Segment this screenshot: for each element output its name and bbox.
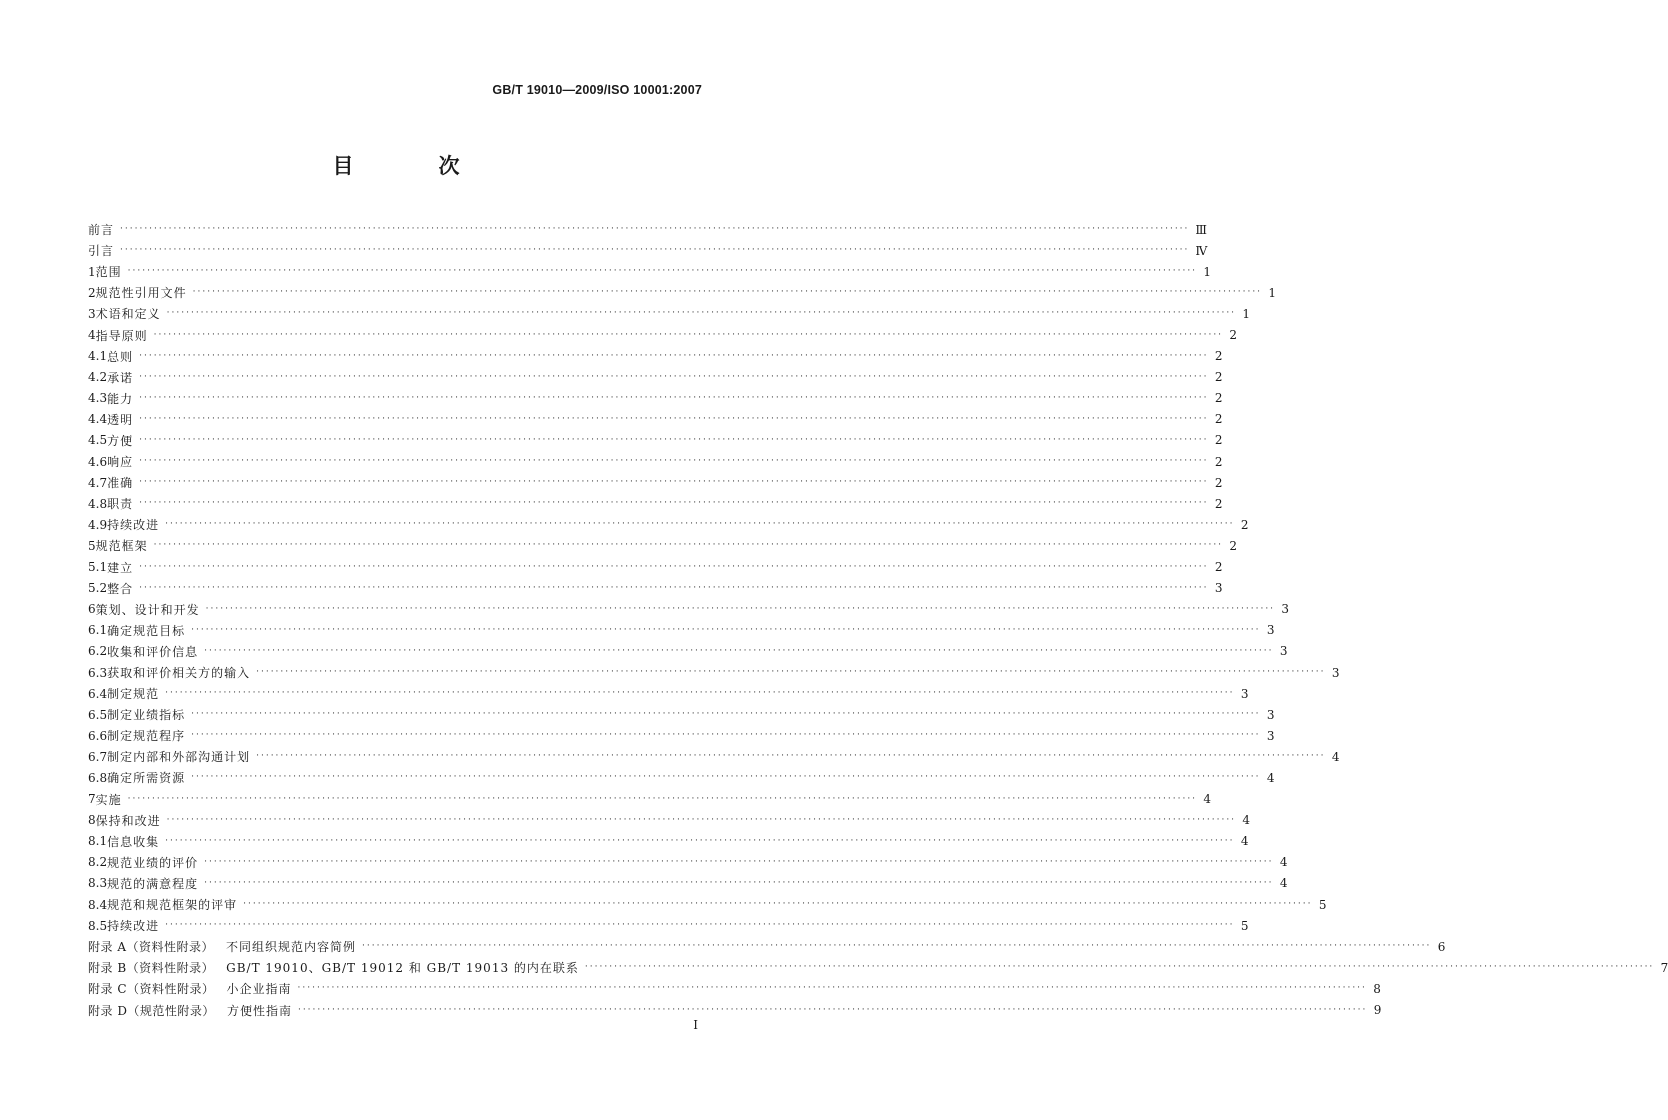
toc-entry-title: 持续改进 xyxy=(107,518,160,533)
toc-section-number: 4 xyxy=(88,328,96,343)
toc-entry xyxy=(88,472,1223,493)
toc-page-number: Ⅳ xyxy=(1195,243,1208,258)
toc-section-number: 8 xyxy=(88,813,96,828)
toc-leader-dots: ···························································································································································································································· xyxy=(139,350,1209,361)
toc-section-number: 4.5 xyxy=(88,433,108,448)
page-title: 目 次 xyxy=(332,154,492,178)
toc-entry xyxy=(88,388,1223,409)
toc-entry-title: 透明 xyxy=(107,412,134,427)
toc-entry-title: 制定规范 xyxy=(107,687,160,702)
toc-section-number: 5.1 xyxy=(88,560,108,575)
toc-leader-dots: ···························································································································································································································· xyxy=(166,308,1237,319)
toc-page-number: 2 xyxy=(1214,370,1223,385)
toc-entry-title: 规范性引用文件 xyxy=(95,286,187,301)
toc-entry-title: 不同组织规范内容简例 xyxy=(225,940,356,955)
toc-entry xyxy=(88,873,1288,894)
toc-section-number: 6.5 xyxy=(88,707,108,722)
toc-page-number: 2 xyxy=(1240,517,1249,532)
toc-entry-title: 总则 xyxy=(107,349,134,364)
toc-entry-title: 建立 xyxy=(107,560,134,575)
toc-entry-title: GB/T 19010、GB/T 19012 和 GB/T 19013 的内在联系 xyxy=(226,961,579,976)
toc-entry-title: 确定规范目标 xyxy=(107,623,186,638)
toc-entry xyxy=(88,746,1340,767)
toc-leader-dots: ···························································································································································································································· xyxy=(297,983,1367,994)
toc-leader-dots: ···························································································································································································································· xyxy=(204,645,1274,656)
toc-entry-title: 规范业绩的评价 xyxy=(107,855,199,870)
toc-leader-dots: ···························································································································································································································· xyxy=(153,540,1224,551)
toc-entry-title: 方便 xyxy=(107,433,134,448)
toc-page-number: 6 xyxy=(1437,939,1446,954)
toc-entry-title: 范围 xyxy=(95,265,122,280)
toc-page-number: 2 xyxy=(1214,560,1223,575)
toc-entry xyxy=(88,219,1207,240)
toc-page-number: 4 xyxy=(1331,749,1340,764)
toc-entry-title: 规范和规范框架的评审 xyxy=(107,898,238,913)
toc-entry-title: 实施 xyxy=(95,792,122,807)
toc-leader-dots: ···························································································································································································································· xyxy=(153,329,1224,340)
toc-appendix-label: 附录 A（资料性附录） xyxy=(88,940,214,955)
toc-entry xyxy=(88,915,1249,936)
toc-section-number: 5.2 xyxy=(88,581,108,596)
toc-entry-title: 收集和评价信息 xyxy=(107,644,199,659)
toc-leader-dots: ···························································································································································································································· xyxy=(204,856,1274,867)
toc-section-number: 8.3 xyxy=(88,876,108,891)
toc-leader-dots: ···························································································································································································································· xyxy=(584,962,1655,973)
toc-entry-title: 前言 xyxy=(88,223,115,238)
toc-entry xyxy=(88,324,1238,345)
toc-leader-dots: ···························································································································································································································· xyxy=(165,835,1235,846)
toc-entry xyxy=(88,683,1249,704)
toc-section-number: 6.6 xyxy=(88,728,108,743)
toc-entry xyxy=(88,282,1277,303)
toc-entry xyxy=(88,831,1249,852)
toc-page-number: 8 xyxy=(1373,981,1381,996)
toc-leader-dots: ···························································································································································································································· xyxy=(192,287,1263,298)
toc-section-number: 3 xyxy=(88,306,96,321)
toc-page-number: 7 xyxy=(1660,960,1668,975)
toc-entry xyxy=(88,557,1223,578)
toc-page-number: 3 xyxy=(1281,602,1290,617)
toc-entry-title: 获取和评价相关方的输入 xyxy=(107,666,251,681)
toc-entry xyxy=(88,999,1382,1020)
toc-leader-dots: ···························································································································································································································· xyxy=(256,667,1326,678)
toc-leader-dots: ···························································································································································································································· xyxy=(191,730,1261,741)
toc-entry xyxy=(88,852,1288,873)
toc-appendix-label: 附录 C（资料性附录） xyxy=(88,982,215,997)
toc-leader-dots: ···························································································································································································································· xyxy=(139,498,1209,509)
toc-entry xyxy=(88,978,1381,999)
toc-entry xyxy=(88,620,1275,641)
toc-entry xyxy=(88,894,1327,915)
toc-page-number: 5 xyxy=(1318,897,1327,912)
toc-entry-title: 信息收集 xyxy=(107,834,160,849)
toc-section-number: 6.1 xyxy=(88,623,108,638)
toc-entry xyxy=(88,493,1223,514)
toc-leader-dots: ···························································································································································································································· xyxy=(139,477,1209,488)
toc-entry-title: 引言 xyxy=(88,244,115,259)
toc-entry-title: 策划、设计和开发 xyxy=(95,602,200,617)
toc-section-number: 6.4 xyxy=(88,686,108,701)
toc-entry xyxy=(88,346,1223,367)
toc-leader-dots: ···························································································································································································································· xyxy=(165,519,1235,530)
toc-section-number: 4.3 xyxy=(88,391,108,406)
toc-leader-dots: ···························································································································································································································· xyxy=(362,941,1432,952)
toc-leader-dots: ···························································································································································································································· xyxy=(243,899,1313,910)
toc-entry xyxy=(88,810,1251,831)
toc-entry xyxy=(88,725,1275,746)
toc-page-number: 1 xyxy=(1203,264,1212,279)
toc-section-number: 8.5 xyxy=(88,918,108,933)
toc-leader-dots: ···························································································································································································································· xyxy=(139,456,1209,467)
toc-page-number: 3 xyxy=(1240,686,1249,701)
toc-page-number: 3 xyxy=(1331,665,1340,680)
toc-entry-title: 指导原则 xyxy=(95,328,148,343)
toc-leader-dots: ···························································································································································································································· xyxy=(165,920,1235,931)
toc-leader-dots: ···························································································································································································································· xyxy=(139,392,1209,403)
toc-section-number: 4.8 xyxy=(88,496,108,511)
toc-page-number: 2 xyxy=(1214,391,1223,406)
toc-page-number: 3 xyxy=(1279,644,1288,659)
toc-section-number: 6.2 xyxy=(88,644,108,659)
toc-entry-title: 职责 xyxy=(107,497,134,512)
toc-section-number: 8.4 xyxy=(88,897,108,912)
toc-entry xyxy=(88,641,1288,662)
toc-page-number: 4 xyxy=(1266,770,1275,785)
toc-page-number: 1 xyxy=(1242,306,1251,321)
toc-section-number: 4.2 xyxy=(88,370,108,385)
toc-leader-dots: ···························································································································································································································· xyxy=(139,371,1209,382)
toc-entry xyxy=(88,514,1249,535)
toc-leader-dots: ···························································································································································································································· xyxy=(191,709,1261,720)
toc-entry-title: 响应 xyxy=(107,455,134,470)
toc-leader-dots: ···························································································································································································································· xyxy=(127,793,1198,804)
toc-entry xyxy=(88,957,1668,978)
toc-entry xyxy=(88,430,1223,451)
toc-section-number: 8.1 xyxy=(88,834,108,849)
toc-entry xyxy=(88,704,1275,725)
toc-page-number: 9 xyxy=(1373,1003,1382,1018)
toc-page-number: 2 xyxy=(1214,475,1223,490)
toc-leader-dots: ···························································································································································································································· xyxy=(166,814,1237,825)
toc-page-number: 4 xyxy=(1279,876,1288,891)
toc-entry-title: 制定业绩指标 xyxy=(107,708,186,723)
toc-appendix-label: 附录 D（规范性附录） xyxy=(88,1003,215,1018)
toc-page-number: 3 xyxy=(1266,728,1275,743)
toc-page-number: 4 xyxy=(1240,834,1249,849)
toc-page-number: 3 xyxy=(1266,707,1275,722)
toc-section-number: 4.1 xyxy=(88,349,108,364)
toc-entry-title: 规范的满意程度 xyxy=(107,876,199,891)
toc-section-number: 1 xyxy=(88,264,96,279)
toc-section-number: 6.8 xyxy=(88,770,108,785)
toc-page-number: 4 xyxy=(1242,813,1251,828)
toc-leader-dots: ···························································································································································································································· xyxy=(120,224,1190,235)
toc-entry xyxy=(88,451,1223,472)
toc-section-number: 4.9 xyxy=(88,517,108,532)
toc-section-number: 5 xyxy=(88,538,96,553)
toc-section-number: 4.6 xyxy=(88,454,108,469)
toc-leader-dots: ···························································································································································································································· xyxy=(139,561,1209,572)
toc-entry xyxy=(88,662,1340,683)
toc-page-number: 3 xyxy=(1214,581,1223,596)
toc-page-number: 2 xyxy=(1214,412,1223,427)
toc-section-number: 4.7 xyxy=(88,475,108,490)
toc-entry xyxy=(88,767,1275,788)
toc-page-number: 2 xyxy=(1214,496,1223,511)
toc-entry-title: 规范框架 xyxy=(95,539,148,554)
toc-entry xyxy=(88,367,1223,388)
toc-leader-dots: ···························································································································································································································· xyxy=(256,751,1326,762)
toc-page-number: 3 xyxy=(1266,623,1275,638)
toc-entry-title: 确定所需资源 xyxy=(107,771,186,786)
toc-entry xyxy=(88,789,1212,810)
toc-leader-dots: ···························································································································································································································· xyxy=(139,434,1209,445)
toc-entry-title: 制定规范程序 xyxy=(107,729,186,744)
toc-page-number: Ⅲ xyxy=(1195,222,1207,237)
toc-entry xyxy=(88,936,1446,957)
toc-page-number: 2 xyxy=(1214,433,1223,448)
toc-leader-dots: ···························································································································································································································· xyxy=(127,266,1198,277)
toc-entry xyxy=(88,261,1212,282)
toc-leader-dots: ···························································································································································································································· xyxy=(120,245,1190,256)
toc-entry-title: 持续改进 xyxy=(107,919,160,934)
toc-section-number: 8.2 xyxy=(88,855,108,870)
toc-entry-title: 小企业指南 xyxy=(226,982,292,997)
toc-entry xyxy=(88,535,1238,556)
toc-entry xyxy=(88,409,1223,430)
toc-leader-dots: ···························································································································································································································· xyxy=(139,413,1209,424)
toc-section-number: 2 xyxy=(88,285,96,300)
toc-entry-title: 术语和定义 xyxy=(95,307,161,322)
toc-page-number: 2 xyxy=(1229,328,1238,343)
toc-page-number: 4 xyxy=(1279,855,1288,870)
toc-leader-dots: ···························································································································································································································· xyxy=(297,1004,1368,1015)
toc-entry-title: 制定内部和外部沟通计划 xyxy=(107,750,251,765)
toc-page-number: 5 xyxy=(1240,918,1249,933)
toc-page-number: 1 xyxy=(1268,285,1277,300)
toc-leader-dots: ···························································································································································································································· xyxy=(165,688,1235,699)
standard-code-header: GB/T 19010—2009/ISO 10001:2007 xyxy=(492,83,702,97)
toc-entry-title: 整合 xyxy=(107,581,134,596)
toc-leader-dots: ···························································································································································································································· xyxy=(139,582,1209,593)
toc-section-number: 6.7 xyxy=(88,749,108,764)
toc-entry xyxy=(88,303,1251,324)
toc-section-number: 7 xyxy=(88,792,96,807)
toc-section-number: 6 xyxy=(88,602,96,617)
toc-page-number: 2 xyxy=(1214,349,1223,364)
toc-entry-title: 保持和改进 xyxy=(95,813,161,828)
toc-leader-dots: ···························································································································································································································· xyxy=(191,624,1261,635)
toc-page-number: 4 xyxy=(1203,792,1212,807)
toc-leader-dots: ···························································································································································································································· xyxy=(191,772,1261,783)
toc-entry xyxy=(88,578,1223,599)
table-of-contents xyxy=(88,219,1668,1021)
toc-entry-title: 能力 xyxy=(107,391,134,406)
toc-leader-dots: ···························································································································································································································· xyxy=(204,877,1274,888)
toc-entry xyxy=(88,599,1290,620)
toc-entry xyxy=(88,240,1208,261)
toc-entry-title: 承诺 xyxy=(107,370,134,385)
toc-appendix-label: 附录 B（资料性附录） xyxy=(88,961,215,976)
toc-page-number: 2 xyxy=(1214,454,1223,469)
toc-section-number: 6.3 xyxy=(88,665,108,680)
page-number: I xyxy=(693,1018,698,1032)
toc-entry-title: 方便性指南 xyxy=(226,1003,292,1018)
toc-leader-dots: ···························································································································································································································· xyxy=(205,603,1276,614)
toc-entry-title: 准确 xyxy=(107,476,134,491)
toc-section-number: 4.4 xyxy=(88,412,108,427)
toc-page-number: 2 xyxy=(1229,538,1238,553)
